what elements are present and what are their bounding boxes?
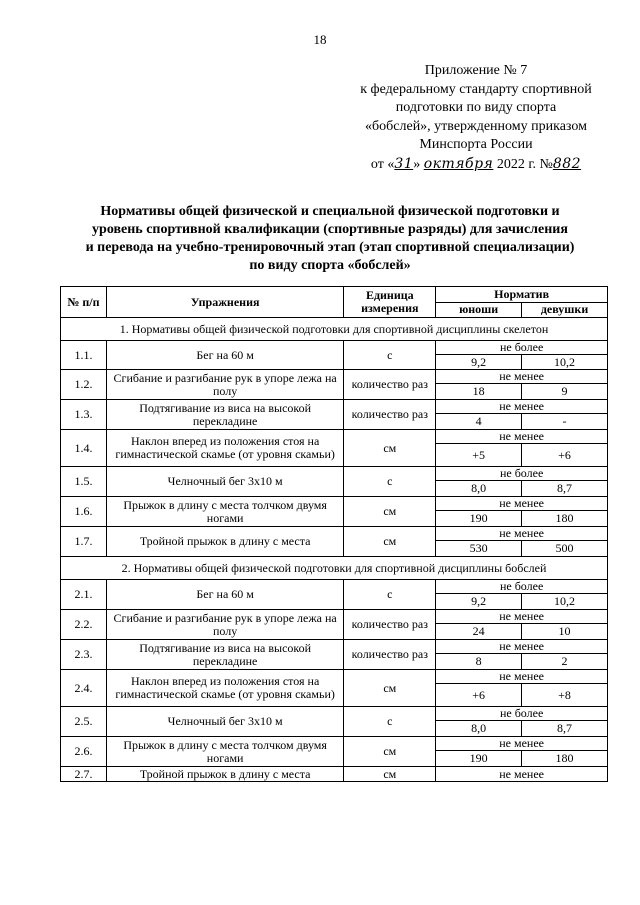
value-boys: 190 (436, 751, 522, 767)
header-row (61, 287, 608, 303)
unit: с (344, 707, 436, 737)
year-text: 2022 г. № (493, 156, 553, 172)
exercise-name: Бег на 60 м (106, 580, 343, 610)
appendix-line-3: подготовки по виду спорта (395, 100, 557, 115)
title-line-2: уровень спортивной квалификации (спортивные разряды) для зачисления (92, 222, 568, 237)
appendix-line-1: Приложение № 7 (424, 63, 528, 78)
unit: количество раз (344, 370, 436, 400)
norm-condition: не менее (436, 527, 608, 541)
value-girls: 10,2 (522, 355, 608, 370)
value-boys: 8,0 (436, 721, 522, 737)
table-row (61, 670, 608, 684)
title-line-3: и перевода на учебно-тренировочный этап (этап спортивной специализации) (85, 240, 575, 255)
table-row (61, 430, 608, 444)
title-line-1: Нормативы общей физической и специальной физической подготовки и (100, 204, 560, 219)
norm-condition: не более (436, 467, 608, 481)
table-row (61, 640, 608, 654)
value-girls: 9 (522, 384, 608, 400)
value-boys: 9,2 (436, 594, 522, 610)
value-boys: 18 (436, 384, 522, 400)
row-number: 1.6. (61, 497, 107, 527)
value-girls: 180 (522, 751, 608, 767)
section-title: 1. Нормативы общей физической подготовки для спортивной дисциплины скелетон (61, 318, 608, 341)
row-number: 2.6. (61, 737, 107, 767)
unit: см (344, 767, 436, 782)
row-number: 2.1. (61, 580, 107, 610)
unit: с (344, 580, 436, 610)
appendix-line-4: «бобслей», утвержденному приказом (365, 118, 587, 134)
norm-condition: не менее (436, 767, 608, 782)
unit: см (344, 430, 436, 467)
value-girls: 10,2 (522, 594, 608, 610)
table-row (61, 527, 608, 541)
document-title (60, 203, 600, 275)
value-boys: +5 (436, 444, 522, 467)
exercise-name: Сгибание и разгибание рук в упоре лежа на полу (106, 370, 343, 400)
table-row (61, 370, 608, 384)
header-boys: юноши (436, 302, 522, 318)
norms-table (60, 286, 608, 782)
value-girls: 8,7 (522, 481, 608, 497)
row-number: 1.2. (61, 370, 107, 400)
value-boys: 9,2 (436, 355, 522, 370)
handwritten-day: 31 (394, 155, 414, 172)
value-boys: 24 (436, 624, 522, 640)
exercise-name: Наклон вперед из положения стоя на гимнастической скамье (от уровня скамьи) (106, 430, 343, 467)
value-boys: 4 (436, 414, 522, 430)
value-girls: 2 (522, 654, 608, 670)
exercise-name: Тройной прыжок в длину с места (106, 527, 343, 557)
unit: см (344, 497, 436, 527)
table-row (61, 707, 608, 721)
value-girls: +8 (522, 684, 608, 707)
row-number: 2.7. (61, 767, 107, 782)
header-unit: Единица измерения (344, 287, 436, 318)
unit: см (344, 737, 436, 767)
row-number: 1.3. (61, 400, 107, 430)
section-title: 2. Нормативы общей физической подготовки для спортивной дисциплины бобслей (61, 557, 608, 580)
row-number: 2.5. (61, 707, 107, 737)
norm-condition: не менее (436, 737, 608, 751)
norm-condition: не менее (436, 640, 608, 654)
norm-condition: не менее (436, 400, 608, 414)
unit: количество раз (344, 640, 436, 670)
unit: количество раз (344, 400, 436, 430)
handwritten-order-number: 882 (552, 155, 582, 172)
value-girls: - (522, 414, 608, 430)
section2-header-row (61, 557, 608, 580)
exercise-name: Тройной прыжок в длину с места (106, 767, 343, 782)
norm-condition: не менее (436, 370, 608, 384)
unit: см (344, 527, 436, 557)
row-number: 1.1. (61, 341, 107, 370)
exercise-name: Прыжок в длину с места толчком двумя ногами (106, 497, 343, 527)
value-girls: +6 (522, 444, 608, 467)
exercise-name: Подтягивание из виса на высокой перекладине (106, 400, 343, 430)
value-boys: +6 (436, 684, 522, 707)
row-number: 1.4. (61, 430, 107, 467)
norm-condition: не более (436, 580, 608, 594)
row-number: 2.2. (61, 610, 107, 640)
row-number: 1.5. (61, 467, 107, 497)
appendix-header (340, 62, 612, 174)
date-mid: » (413, 156, 424, 172)
table-row (61, 610, 608, 624)
exercise-name: Бег на 60 м (106, 341, 343, 370)
handwritten-month: октября (423, 155, 494, 172)
title-line-4: по виду спорта «бобслей» (249, 258, 411, 273)
value-boys: 190 (436, 511, 522, 527)
value-boys: 8,0 (436, 481, 522, 497)
value-boys: 8 (436, 654, 522, 670)
date-prefix: от « (370, 156, 395, 172)
unit: с (344, 467, 436, 497)
row-number: 1.7. (61, 527, 107, 557)
exercise-name: Сгибание и разгибание рук в упоре лежа на полу (106, 610, 343, 640)
unit: количество раз (344, 610, 436, 640)
norm-condition: не менее (436, 670, 608, 684)
value-boys: 530 (436, 541, 522, 557)
exercise-name: Наклон вперед из положения стоя на гимнастической скамье (от уровня скамьи) (106, 670, 343, 707)
value-girls: 500 (522, 541, 608, 557)
value-girls: 180 (522, 511, 608, 527)
section1-header-row (61, 318, 608, 341)
page-number: 18 (313, 32, 327, 47)
header-norm: Норматив (436, 287, 608, 303)
value-girls: 10 (522, 624, 608, 640)
appendix-line-5: Минспорта России (419, 137, 533, 152)
exercise-name: Подтягивание из виса на высокой перекладине (106, 640, 343, 670)
exercise-name: Челночный бег 3х10 м (106, 467, 343, 497)
appendix-line-2: к федеральному стандарту спортивной (360, 81, 592, 97)
value-girls: 8,7 (522, 721, 608, 737)
table-row (61, 341, 608, 355)
table-row (61, 767, 608, 782)
table-row (61, 467, 608, 481)
norm-condition: не более (436, 341, 608, 355)
exercise-name: Челночный бег 3х10 м (106, 707, 343, 737)
norm-condition: не менее (436, 610, 608, 624)
header-girls: девушки (522, 302, 608, 318)
order-date-line (340, 155, 612, 175)
row-number: 2.3. (61, 640, 107, 670)
header-num: № п/п (61, 287, 107, 318)
norm-condition: не менее (436, 497, 608, 511)
row-number: 2.4. (61, 670, 107, 707)
unit: с (344, 341, 436, 370)
exercise-name: Прыжок в длину с места толчком двумя ногами (106, 737, 343, 767)
table-row (61, 497, 608, 511)
unit: см (344, 670, 436, 707)
table-row (61, 580, 608, 594)
header-exercise: Упражнения (106, 287, 343, 318)
norm-condition: не более (436, 707, 608, 721)
table-row (61, 400, 608, 414)
norm-condition: не менее (436, 430, 608, 444)
table-row (61, 737, 608, 751)
